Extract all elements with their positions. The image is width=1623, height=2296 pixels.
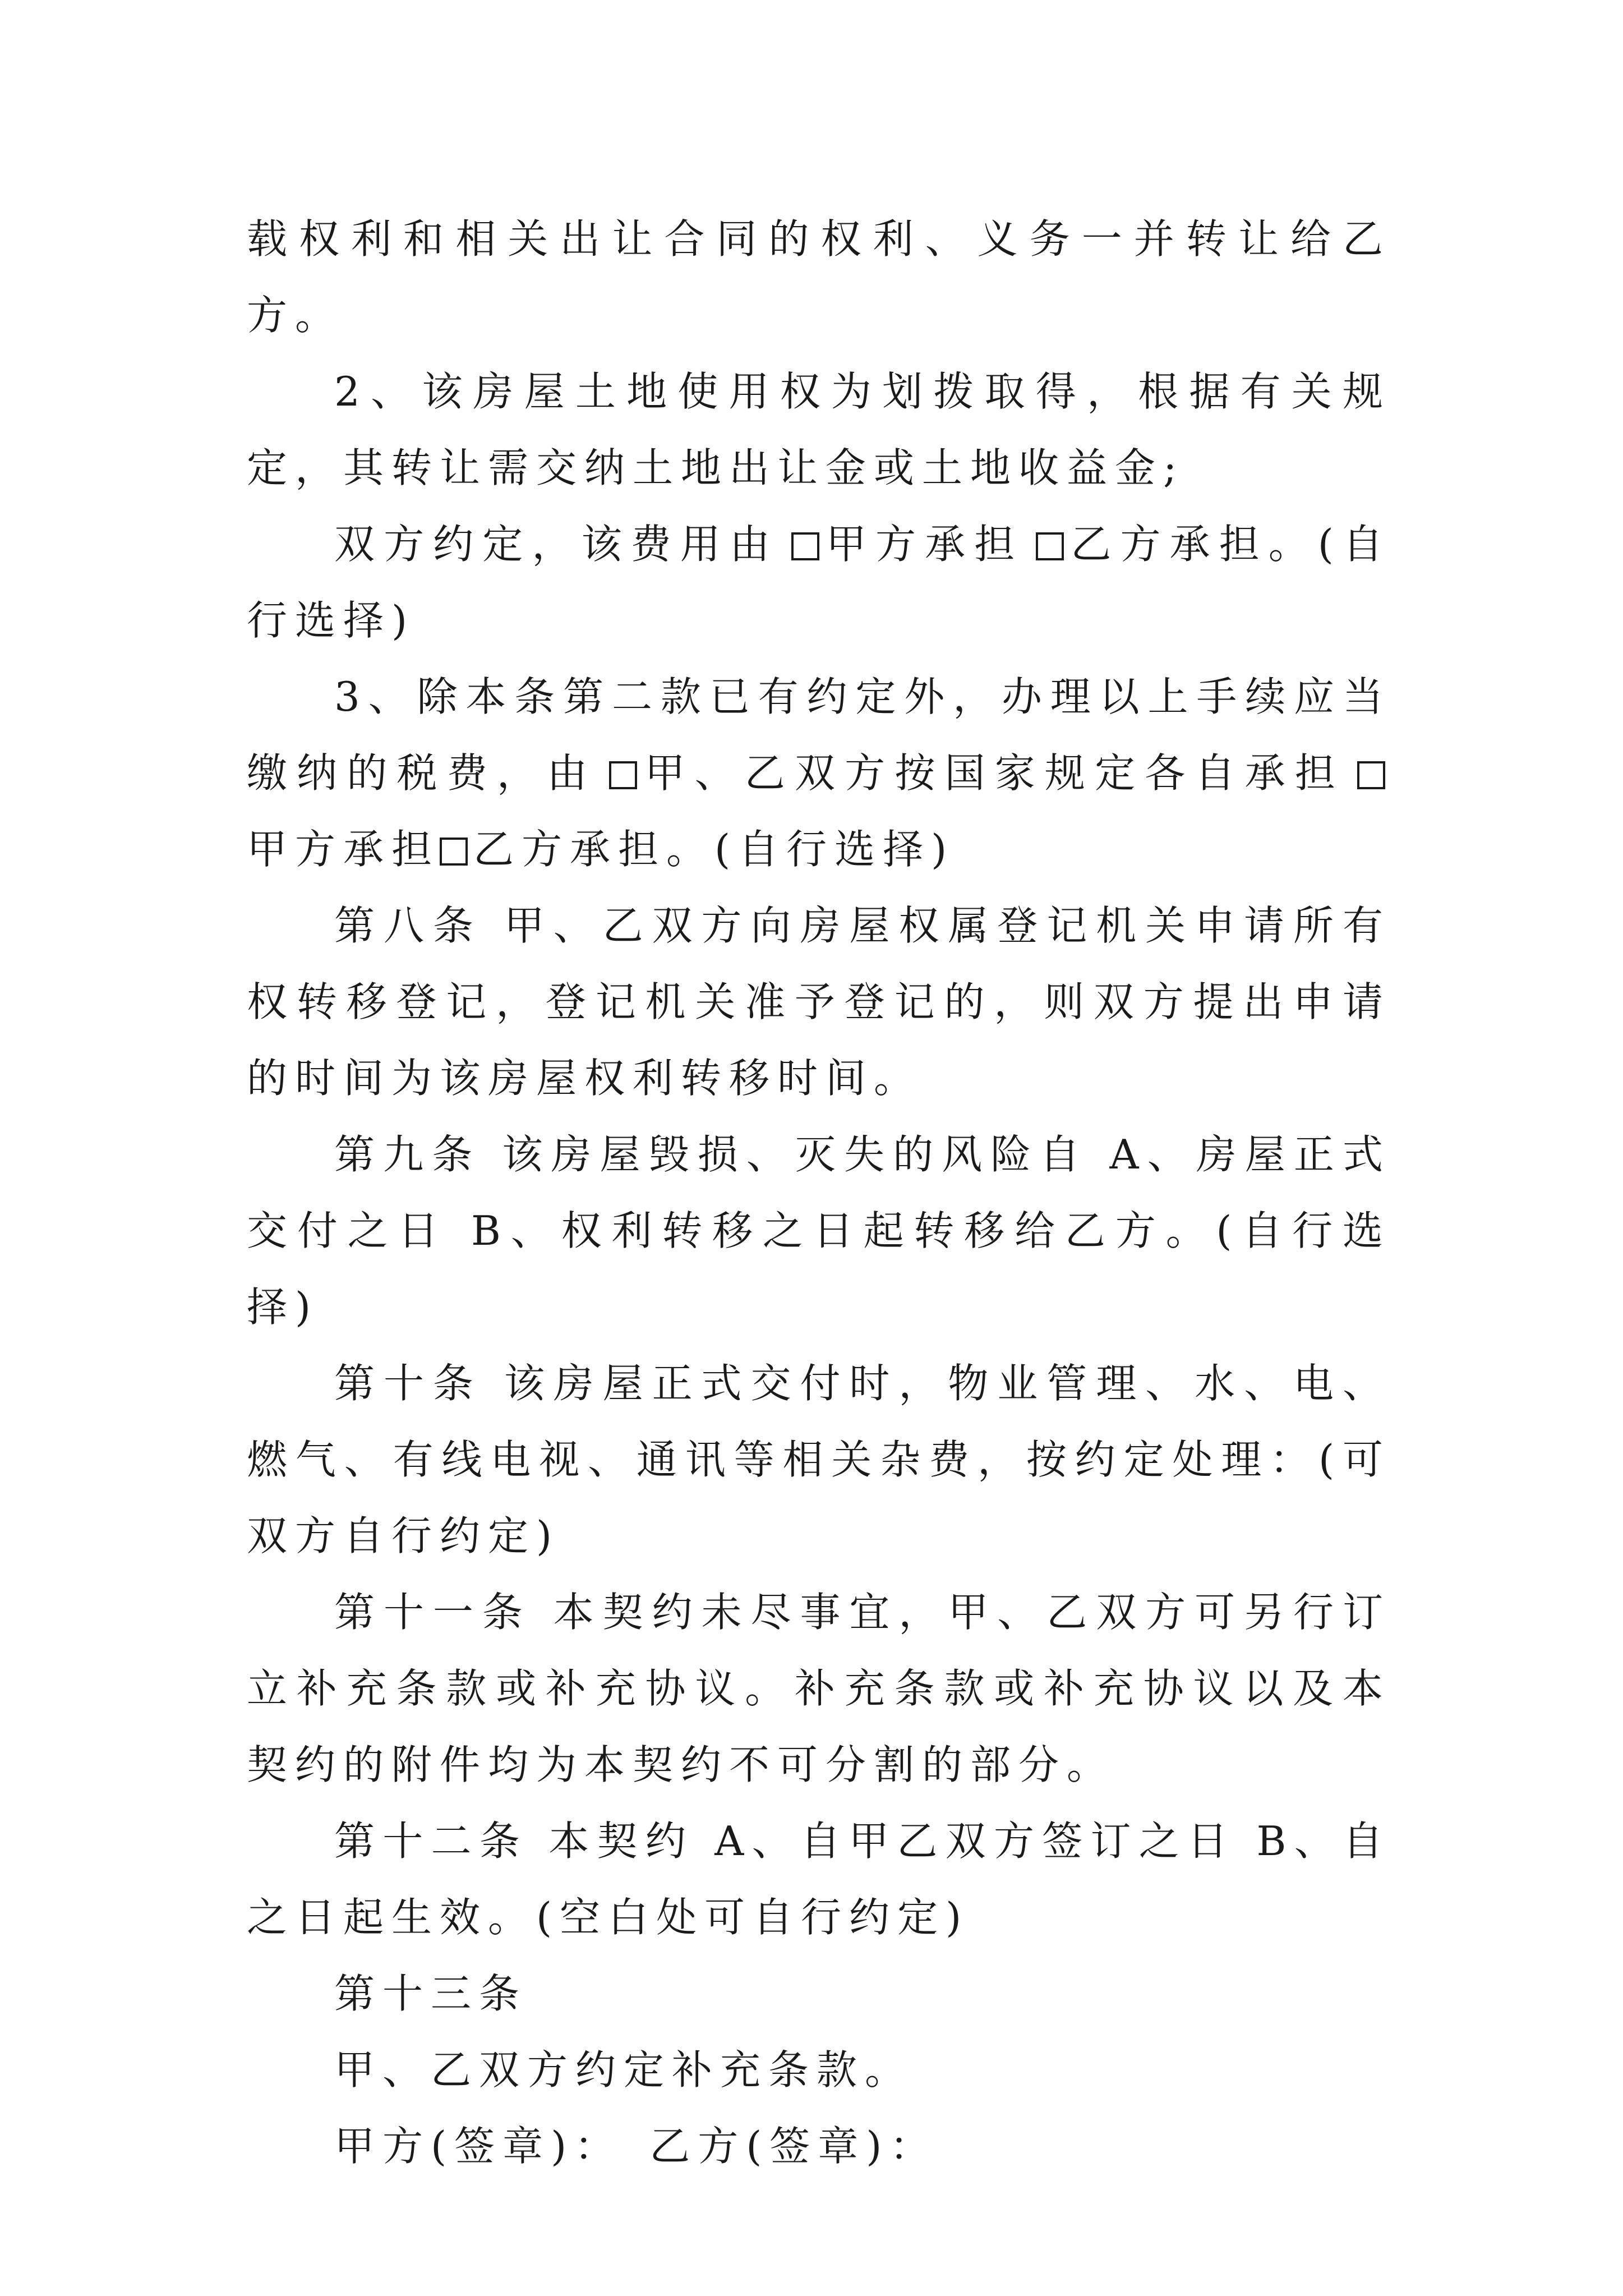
checkbox-party-b-bears[interactable] xyxy=(1036,532,1064,560)
option-tax-party-a-bears: 甲方承担 xyxy=(247,826,440,873)
signature-line xyxy=(247,2108,1391,2184)
document-body xyxy=(247,201,1391,2184)
tax-bearer-tail: 。(自行选择) xyxy=(666,826,955,873)
article-13: 第十三条 xyxy=(334,1970,528,2017)
paragraph-allocated-land: 2、该房屋土地使用权为划拨取得，根据有关规定，其转让需交纳土地出让金或土地收益金; xyxy=(247,368,1391,491)
party-a-signature-label: 甲方(签章)： xyxy=(334,2123,623,2170)
party-b-signature-label: 乙方(签章)： xyxy=(649,2123,938,2170)
article-8: 第八条 甲、乙双方向房屋权属登记机关申请所有权转移登记，登记机关准予登记的，则双方提出申请的时间为该房屋权利转移时间。 xyxy=(247,902,1391,1102)
article-12: 第十二条 本契约 A、自甲乙双方签订之日 B、自之日起生效。(空白处可自行约定) xyxy=(247,1818,1391,1941)
option-both-parties-bear: 甲、乙双方按国家规定各自承担 xyxy=(643,749,1345,797)
paragraph-fee-bearer xyxy=(247,506,1391,659)
option-party-a-bears: 甲方承担 xyxy=(824,521,1024,568)
checkbox-both-parties-bear[interactable] xyxy=(609,761,637,789)
paragraph-tax-bearer xyxy=(247,659,1391,887)
article-10: 第十条 该房屋正式交付时，物业管理、水、电、燃气、有线电视、通讯等相关杂费，按约定处理：(可双方自行约定) xyxy=(247,1360,1391,1559)
option-party-b-bears: 乙方承担 xyxy=(1069,521,1269,568)
checkbox-party-a-bears[interactable] xyxy=(791,532,819,560)
checkbox-tax-party-a-bears[interactable] xyxy=(1357,761,1385,789)
article-11: 第十一条 本契约未尽事宜，甲、乙双方可另行订立补充条款或补充协议。补充条款或补充协议以及本契约的附件均为本契约不可分割的部分。 xyxy=(247,1589,1391,1788)
option-tax-party-b-bears: 乙方承担 xyxy=(473,826,667,873)
fee-bearer-lead: 双方约定，该费用由 xyxy=(334,521,779,568)
supplementary-clause: 甲、乙双方约定补充条款。 xyxy=(334,2046,914,2093)
fee-bearer-tail: 。(自行选择) xyxy=(247,521,1391,644)
paragraph-transfer-rights: 载权利和相关出让合同的权利、义务一并转让给乙方。 xyxy=(247,215,1391,339)
checkbox-tax-party-b-bears[interactable] xyxy=(440,838,468,866)
tax-bearer-lead: 3、除本条第二款已有约定外，办理以上手续应当缴纳的税费，由 xyxy=(247,673,1391,797)
article-9: 第九条 该房屋毁损、灭失的风险自 A、房屋正式交付之日 B、权利转移之日起转移给乙方。(自行选择) xyxy=(247,1131,1391,1331)
